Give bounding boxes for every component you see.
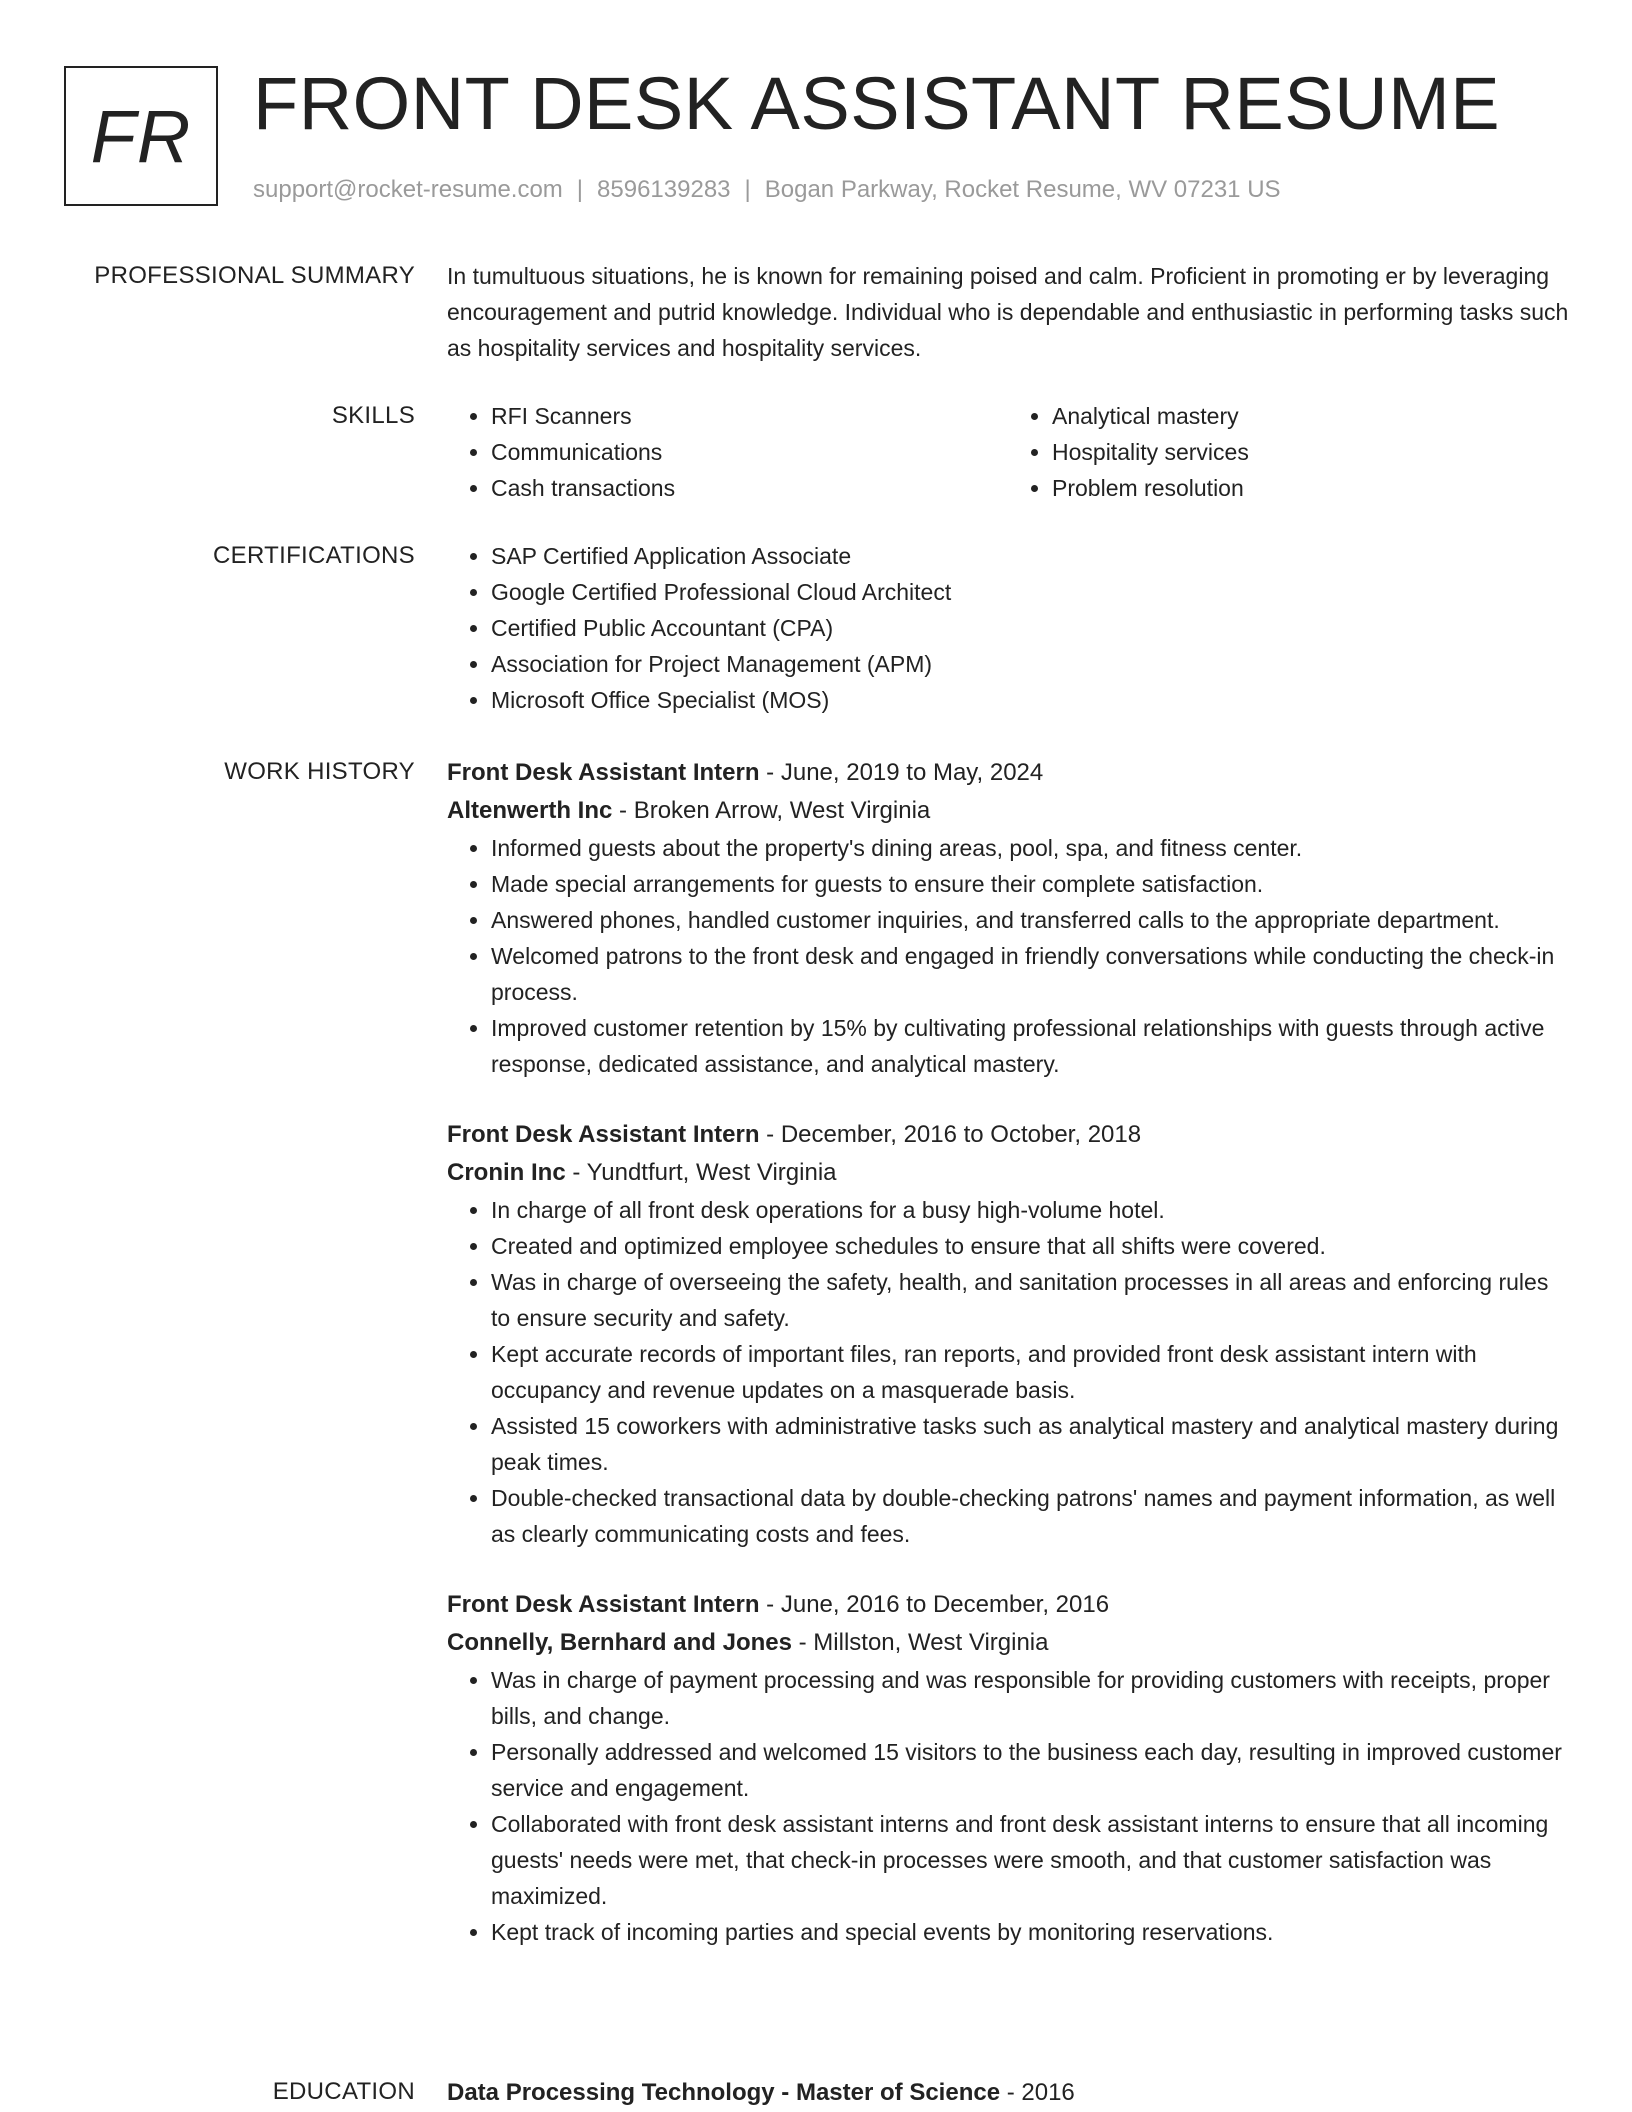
job-duties-list bbox=[447, 1192, 1569, 1552]
certification-item: • Microsoft Office Specialist (MOS) bbox=[491, 682, 1569, 718]
job-company: Connelly, Bernhard and Jones bbox=[447, 1629, 792, 1656]
job-title-line bbox=[447, 1116, 1569, 1154]
monogram-initials: FR bbox=[90, 94, 192, 178]
job-duty: • Double-checked transactional data by double-checking patrons' names and payment information, as well as clearly communicating costs and fees. bbox=[491, 1480, 1569, 1552]
contact-phone[interactable]: 8596139283 bbox=[597, 176, 731, 203]
job-entry bbox=[447, 1586, 1569, 1950]
work-history-body bbox=[447, 754, 1569, 1950]
contact-separator: | bbox=[744, 176, 751, 203]
job-dash: - bbox=[565, 1159, 587, 1186]
certification-item: • Association for Project Management (APM) bbox=[491, 646, 1569, 682]
job-dates: December, 2016 to October, 2018 bbox=[780, 1121, 1142, 1148]
certification-item: • Google Certified Professional Cloud Architect bbox=[491, 574, 1569, 610]
skill-item: • Cash transactions bbox=[491, 470, 1008, 506]
job-duty: • Welcomed patrons to the front desk and engaged in friendly conversations while conducting the check-in process. bbox=[491, 938, 1569, 1010]
job-duty: • Made special arrangements for guests to ensure their complete satisfaction. bbox=[491, 866, 1569, 902]
job-duty: • In charge of all front desk operations for a busy high-volume hotel. bbox=[491, 1192, 1569, 1228]
job-duty: • Assisted 15 coworkers with administrative tasks such as analytical mastery and analytical mastery during peak times. bbox=[491, 1408, 1569, 1480]
skill-item: • RFI Scanners bbox=[491, 398, 1008, 434]
job-duty: • Answered phones, handled customer inquiries, and transferred calls to the appropriate department. bbox=[491, 902, 1569, 938]
job-location: Broken Arrow, West Virginia bbox=[633, 797, 931, 824]
job-dates: June, 2019 to May, 2024 bbox=[780, 759, 1044, 786]
job-duty: • Personally addressed and welcomed 15 visitors to the business each day, resulting in improved customer service and engagement. bbox=[491, 1734, 1569, 1806]
contact-line bbox=[253, 174, 1281, 206]
contact-address: Bogan Parkway, Rocket Resume, WV 07231 US bbox=[764, 176, 1281, 203]
section-label-skills: SKILLS bbox=[331, 402, 415, 429]
monogram-box bbox=[64, 66, 218, 206]
skills-list-left bbox=[447, 398, 1008, 506]
job-duty: • Kept accurate records of important files, ran reports, and provided front desk assistant intern with occupancy and revenue updates on a masquerade basis. bbox=[491, 1336, 1569, 1408]
job-dash: - bbox=[612, 797, 634, 824]
job-dash: - bbox=[759, 1121, 781, 1148]
section-label-work-history: WORK HISTORY bbox=[224, 758, 415, 785]
job-duty: • Collaborated with front desk assistant interns and front desk assistant interns to ensure that all incoming guests' needs were met, that check-in processes were smooth, and that customer satisfaction was maximized. bbox=[491, 1806, 1569, 1914]
job-title-line bbox=[447, 754, 1569, 792]
job-title: Front Desk Assistant Intern bbox=[447, 1121, 760, 1148]
education-year: 2016 bbox=[1021, 2079, 1075, 2106]
education-degree: Data Processing Technology - Master of Science bbox=[447, 2079, 1001, 2106]
job-company: Altenwerth Inc bbox=[447, 797, 613, 824]
certification-item: • Certified Public Accountant (CPA) bbox=[491, 610, 1569, 646]
contact-separator: | bbox=[576, 176, 584, 203]
job-title: Front Desk Assistant Intern bbox=[447, 759, 760, 786]
job-duty: • Was in charge of overseeing the safety, health, and sanitation processes in all areas and enforcing rules to ensure security and safety. bbox=[491, 1264, 1569, 1336]
job-duties-list bbox=[447, 830, 1569, 1082]
contact-email[interactable]: support@rocket-resume.com bbox=[253, 176, 563, 203]
job-entry bbox=[447, 1116, 1569, 1552]
job-location: Millston, West Virginia bbox=[813, 1629, 1049, 1656]
summary-body bbox=[447, 258, 1569, 366]
certification-item: • SAP Certified Application Associate bbox=[491, 538, 1569, 574]
skill-item: • Analytical mastery bbox=[1052, 398, 1569, 434]
job-duty: • Was in charge of payment processing and was responsible for providing customers with receipts, proper bills, and change. bbox=[491, 1662, 1569, 1734]
section-label-education: EDUCATION bbox=[272, 2078, 415, 2105]
job-duty: • Created and optimized employee schedules to ensure that all shifts were covered. bbox=[491, 1228, 1569, 1264]
job-title-line bbox=[447, 1586, 1569, 1624]
job-duties-list bbox=[447, 1662, 1569, 1950]
job-company: Cronin Inc bbox=[447, 1159, 566, 1186]
summary-text: In tumultuous situations, he is known for remaining poised and calm. Proficient in promoting er by leveraging encouragement and putrid knowledge. Individual who is dependable and enthusiastic in performing tasks such as hospitality services and hospitality services. bbox=[447, 263, 1569, 361]
certifications-body bbox=[447, 538, 1569, 718]
education-body bbox=[447, 2074, 1569, 2112]
skill-item: • Communications bbox=[491, 434, 1008, 470]
skill-item: • Hospitality services bbox=[1052, 434, 1569, 470]
skills-body bbox=[447, 398, 1569, 506]
section-label-certifications: CERTIFICATIONS bbox=[213, 542, 415, 569]
job-dash: - bbox=[759, 1591, 781, 1618]
job-duty: • Informed guests about the property's dining areas, pool, spa, and fitness center. bbox=[491, 830, 1569, 866]
job-entry bbox=[447, 754, 1569, 1082]
education-dash: - bbox=[1000, 2079, 1022, 2106]
skill-item: • Problem resolution bbox=[1052, 470, 1569, 506]
job-dates: June, 2016 to December, 2016 bbox=[780, 1591, 1110, 1618]
job-location: Yundtfurt, West Virginia bbox=[586, 1159, 837, 1186]
job-title: Front Desk Assistant Intern bbox=[447, 1591, 760, 1618]
resume-title: FRONT DESK ASSISTANT RESUME bbox=[253, 62, 1501, 145]
section-label-summary: PROFESSIONAL SUMMARY bbox=[94, 262, 415, 289]
job-company-line bbox=[447, 1624, 1569, 1662]
certifications-list bbox=[447, 538, 1569, 718]
job-dash: - bbox=[791, 1629, 814, 1656]
job-duty: • Improved customer retention by 15% by cultivating professional relationships with guests through active response, dedicated assistance, and analytical mastery. bbox=[491, 1010, 1569, 1082]
job-duty: • Kept track of incoming parties and special events by monitoring reservations. bbox=[491, 1914, 1569, 1950]
job-company-line bbox=[447, 1154, 1569, 1192]
job-dash: - bbox=[759, 759, 781, 786]
skills-list-right bbox=[1008, 398, 1569, 506]
job-company-line bbox=[447, 792, 1569, 830]
